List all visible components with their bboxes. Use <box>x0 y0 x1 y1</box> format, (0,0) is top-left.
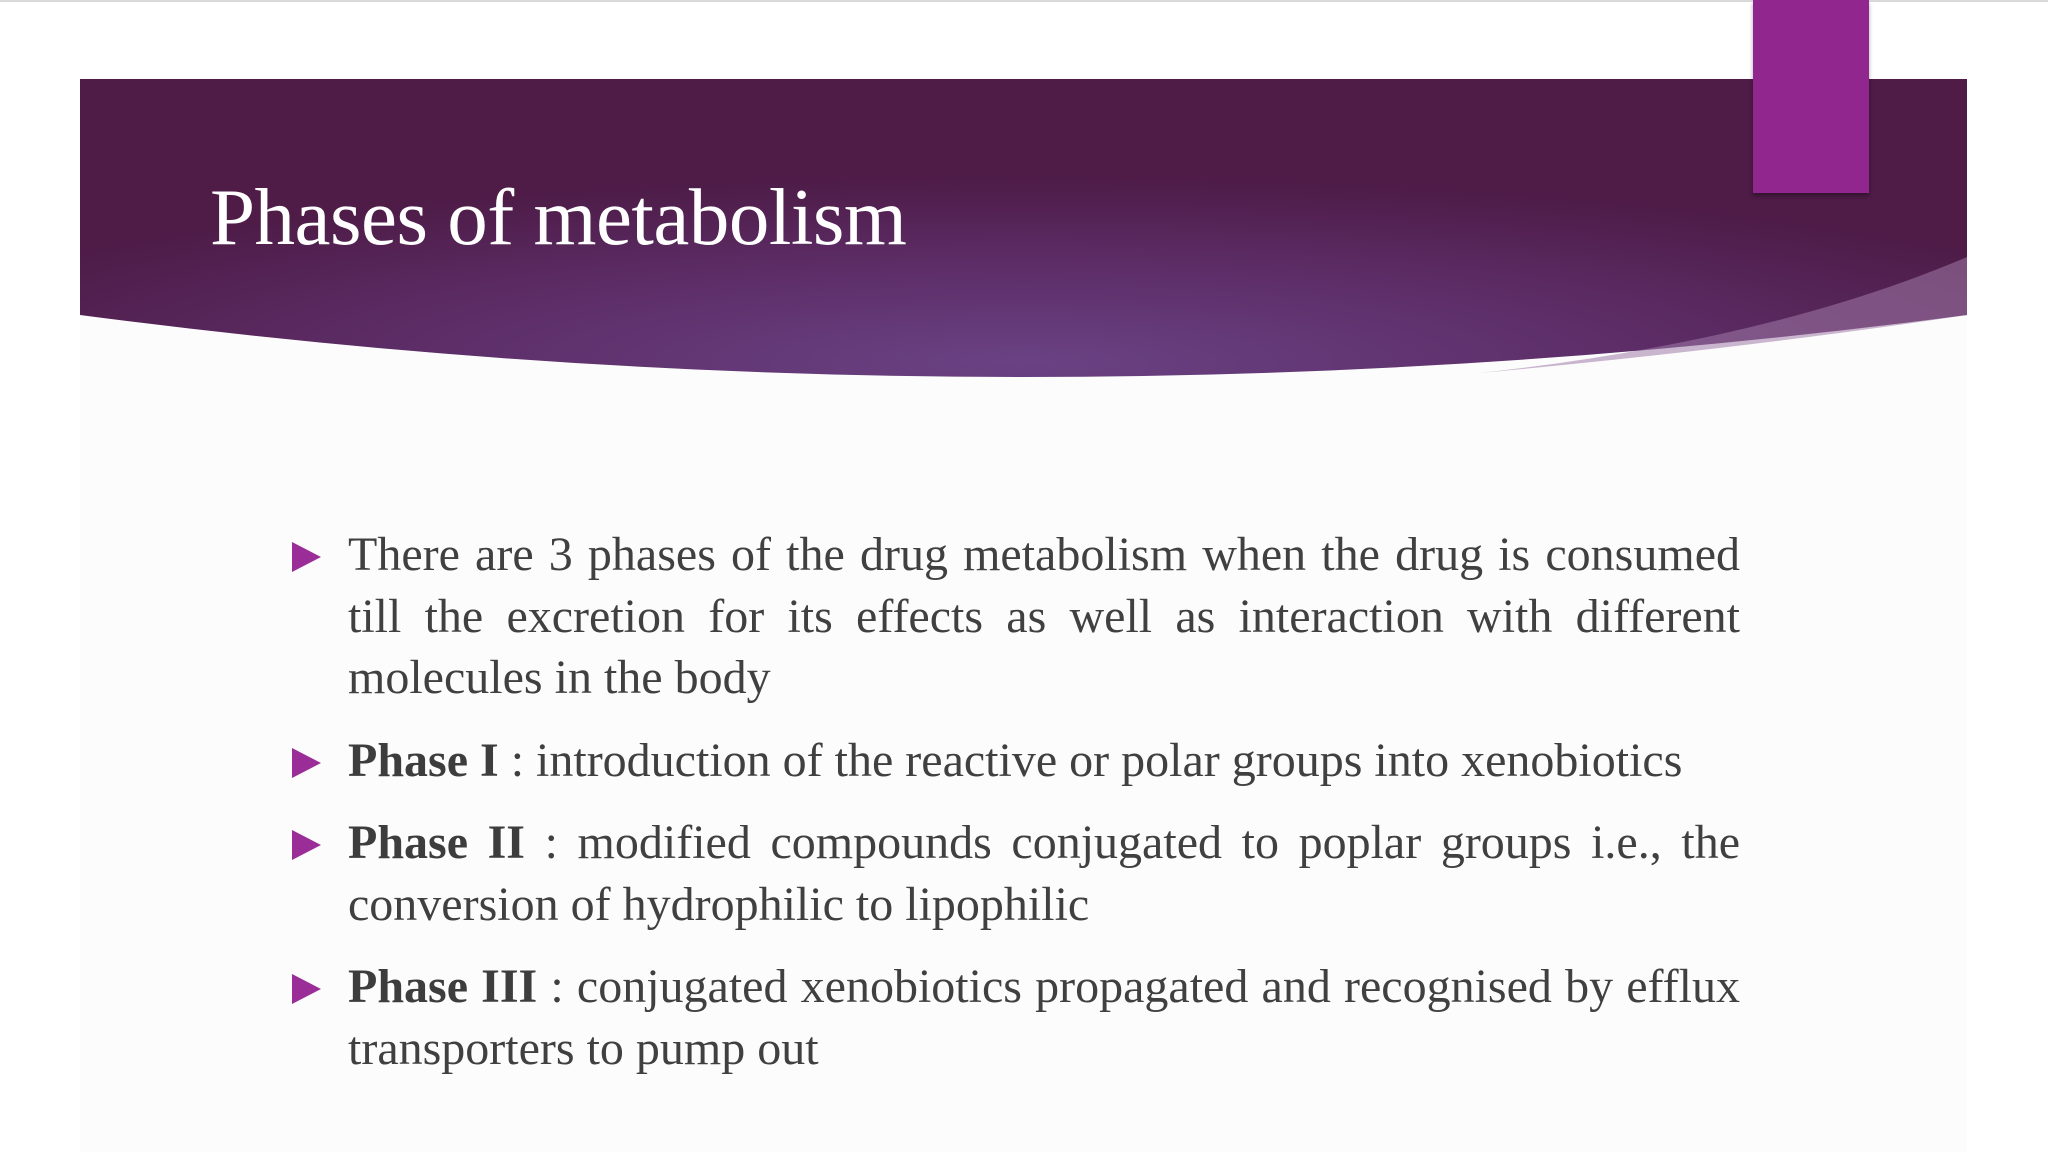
bullet-text: There are 3 phases of the drug metabolism when the drug is consumed till the excretion for its effects as well as interaction with different molecules in the body <box>348 528 1740 704</box>
slide-title: Phases of metabolism <box>210 172 907 262</box>
triangle-bullet-icon <box>292 542 321 572</box>
bullet-list <box>290 524 1740 1100</box>
bullet-text: : introduction of the reactive or polar groups into xenobiotics <box>498 733 1683 787</box>
triangle-bullet-icon <box>292 974 321 1004</box>
bullet-phase-1 <box>290 730 1740 792</box>
slide <box>80 79 1967 1152</box>
bullet-text: : conjugated xenobiotics propagated and recognised by efflux transporters to pump out <box>348 960 1740 1075</box>
bullet-overview <box>290 524 1740 709</box>
triangle-bullet-icon <box>292 830 321 860</box>
accent-tab <box>1753 0 1869 193</box>
bullet-text: : modified compounds conjugated to poplar groups i.e., the conversion of hydrophilic to lipophilic <box>348 816 1740 931</box>
triangle-bullet-icon <box>292 748 321 778</box>
bullet-term: Phase II <box>348 816 525 869</box>
window-top-border <box>0 0 2048 2</box>
bullet-phase-2 <box>290 812 1740 935</box>
bullet-phase-3 <box>290 956 1740 1079</box>
bullet-term: Phase III <box>348 960 538 1013</box>
bullet-term: Phase I <box>348 733 499 787</box>
